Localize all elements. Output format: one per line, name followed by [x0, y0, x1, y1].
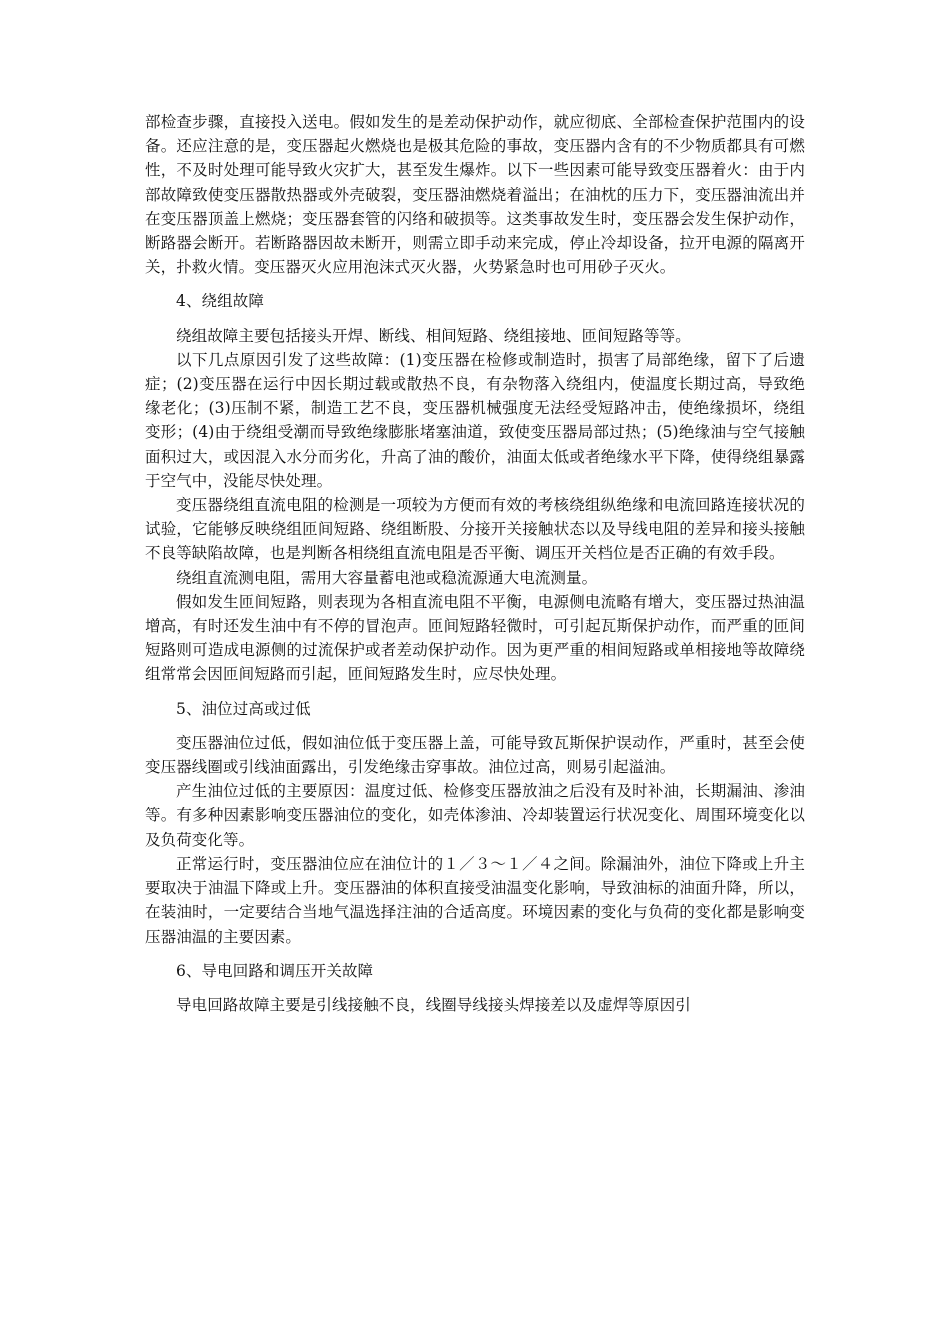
document-page	[145, 110, 805, 1017]
paragraph-conductive-circuit-fault: 导电回路故障主要是引线接触不良，线圈导线接头焊接差以及虚焊等原因引	[176, 995, 691, 1014]
paragraph-winding-fault-types: 绕组故障主要包括接头开焊、断线、相间短路、绕组接地、匝间短路等等。	[176, 326, 691, 345]
section-heading-winding-fault: 4、绕组故障	[176, 292, 264, 311]
paragraph-low-oil-causes: 产生油位过低的主要原因：温度过低、检修变压器放油之后没有及时补油，长期漏油、渗油等。有多种因素影响变压器油位的变化，如壳体渗油、冷却装置运行状况变化、周围环境变化以及负荷变化等。	[145, 782, 805, 849]
paragraph-fire-safety: 部检查步骤，直接投入送电。假如发生的是差动保护动作，就应彻底、全部检查保护范围内的设备。还应注意的是，变压器起火燃烧也是极其危险的事故，变压器内含有的不少物质都具有可燃性，不及时处理可能导致火灾扩大，甚至发生爆炸。以下一些因素可能导致变压器着火：由于内部故障致使变压器散热器或外壳破裂，变压器油燃烧着溢出；在油枕的压力下，变压器油流出并在变压器顶盖上燃烧；变压器套管的闪络和破损等。这类事故发生时，变压器会发生保护动作，断路器会断开。若断路器因故未断开，则需立即手动来完成，停止冷却设备，拉开电源的隔离开关，扑救火情。变压器灭火应用泡沫式灭火器，火势紧急时也可用砂子灭火。	[145, 113, 805, 277]
section-heading-oil-level: 5、油位过高或过低	[176, 699, 311, 718]
paragraph-dc-resistance-method: 绕组直流测电阻，需用大容量蓄电池或稳流源通大电流测量。	[176, 568, 598, 587]
paragraph-normal-oil-level: 正常运行时，变压器油位应在油位计的１／３～１／４之间。除漏油外，油位下降或上升主要取决于油温下降或上升。变压器油的体积直接受油温变化影响，导致油标的油面升降，所以，在装油时，一定要结合当地气温选择注油的合适高度。环境因素的变化与负荷的变化都是影响变压器油温的主要因素。	[145, 854, 805, 946]
section-heading-conductive-circuit: 6、导电回路和调压开关故障	[176, 961, 374, 980]
paragraph-turn-short-circuit: 假如发生匝间短路，则表现为各相直流电阻不平衡，电源侧电流略有增大，变压器过热油温增高，有时还发生油中有不停的冒泡声。匝间短路轻微时，可引起瓦斯保护动作，而严重的匝间短路则可造成电源侧的过流保护或者差动保护动作。因为更严重的相间短路或单相接地等故障绕组常常会因匝间短路而引起，匝间短路发生时，应尽快处理。	[145, 592, 805, 684]
paragraph-winding-fault-causes: 以下几点原因引发了这些故障：(1)变压器在检修或制造时，损害了局部绝缘，留下了后遗症；(2)变压器在运行中因长期过载或散热不良，有杂物落入绕组内，使温度长期过高，导致绝缘老化；(3)压制不紧，制造工艺不良，变压器机械强度无法经受短路冲击，使绝缘损坏，绕组变形；(4)由于绕组受潮而导致绝缘膨胀堵塞油道，致使变压器局部过热；(5)绝缘油与空气接触面积过大，或因混入水分而劣化，升高了油的酸价，油面太低或者绝缘水平下降，使得绕组暴露于空气中，没能尽快处理。	[145, 350, 805, 490]
paragraph-low-oil-level: 变压器油位过低，假如油位低于变压器上盖，可能导致瓦斯保护误动作，严重时，甚至会使变压器线圈或引线油面露出，引发绝缘击穿事故。油位过高，则易引起溢油。	[145, 733, 805, 777]
paragraph-dc-resistance-test: 变压器绕组直流电阻的检测是一项较为方便而有效的考核绕组纵绝缘和电流回路连接状况的试验，它能够反映绕组匝间短路、绕组断股、分接开关接触状态以及导线电阻的差异和接头接触不良等缺陷故障，也是判断各相绕组直流电阻是否平衡、调压开关档位是否正确的有效手段。	[145, 496, 805, 563]
